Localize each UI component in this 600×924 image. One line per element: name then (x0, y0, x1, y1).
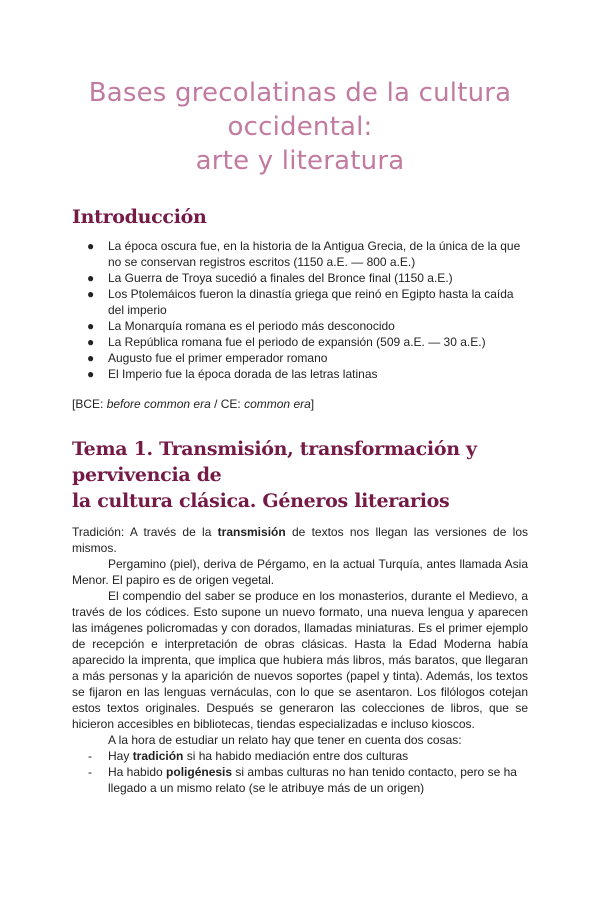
bullet-icon: ● (87, 351, 95, 365)
paragraph-tradicion: Tradición: A través de la transmisión de textos nos llegan las versiones de los mismos. (72, 525, 529, 555)
bullet-icon: ● (87, 287, 95, 301)
list-item-text: La Guerra de Troya sucedió a finales del Bronce final (1150 a.E.) (108, 271, 453, 285)
list-item-text: La época oscura fue, en la historia de la Antigua Grecia, de la única de la que no se conservan registros escritos (1150 a.E. — 800 a.E.) (108, 239, 521, 269)
list-item: - Hay tradición si ha habido mediación entre dos culturas (88, 749, 409, 763)
bullet-icon: ● (87, 335, 95, 349)
list-item-text: El Imperio fue la época dorada de las letras latinas (108, 367, 378, 381)
bullet-icon: ● (87, 271, 95, 285)
list-item (87, 318, 528, 334)
bullet-icon: ● (87, 367, 95, 381)
paragraph-compendio: El compendio del saber se produce en los monasterios, durante el Medievo, a través de los códices. Esto supone un nuevo formato, una nueva lengua y aparecen las imágenes policromadas y con dorados, llamadas miniaturas. Es el primer ejemplo de recepción e interpretación de obras clásicas. Hasta la Edad Moderna había aparecido la imprenta, que implica que hubiera más libros, más baratos, que llegaran a más personas y la aparición de nuevos soportes (papel y tinta). Además, los textos se fijaron en las lenguas vernáculas, con lo que se asentaron. Los filólogos cotejan estos textos originales. Después se generaron las colecciones de libros, que se hicieron accesibles en bibliotecas, tiendas especializadas e incluso kioscos. (72, 589, 528, 731)
document-page (0, 76, 600, 924)
list-item-text: Augusto fue el primer emperador romano (108, 351, 328, 365)
paragraph-pergamino: Pergamino (piel), deriva de Pérgamo, en la actual Turquía, antes llamada Asia Menor. El papiro es de origen vegetal. (72, 557, 528, 587)
list-item (87, 366, 528, 382)
bullet-icon: ● (87, 319, 95, 333)
title-line-2: arte y literatura (195, 146, 405, 176)
list-item (87, 334, 528, 350)
paragraph-relato: A la hora de estudiar un relato hay que tener en cuenta dos cosas: (108, 733, 462, 747)
title-line-1: Bases grecolatinas de la cultura occidental: (88, 78, 512, 142)
list-item (87, 350, 528, 366)
list-item (87, 238, 528, 270)
list-item: - Ha habido poligénesis si ambas culturas no han tenido contacto, pero se ha llegado a un mismo relato (se le atribuye más de un origen) (88, 765, 517, 795)
intro-heading: Introducción (72, 206, 207, 228)
dash-icon: - (88, 749, 92, 763)
intro-list (72, 238, 528, 382)
list-item-text: Los Ptolemáicos fueron la dinastía griega que reinó en Egipto hasta la caída del imperio (108, 287, 514, 317)
list-item (87, 270, 528, 286)
relato-list (72, 748, 528, 796)
list-item-text: La Monarquía romana es el periodo más desconocido (108, 319, 395, 333)
dash-icon: - (88, 765, 92, 779)
document-title (72, 76, 528, 178)
bullet-icon: ● (87, 239, 95, 253)
list-item-text: La República romana fue el periodo de expansión (509 a.E. — 30 a.E.) (108, 335, 486, 349)
list-item (87, 286, 528, 318)
bce-note: [BCE: before common era / CE: common era] (72, 397, 315, 411)
tema1-heading: Tema 1. Transmisión, transformación y pervivencia de la cultura clásica. Géneros literarios (72, 438, 477, 512)
